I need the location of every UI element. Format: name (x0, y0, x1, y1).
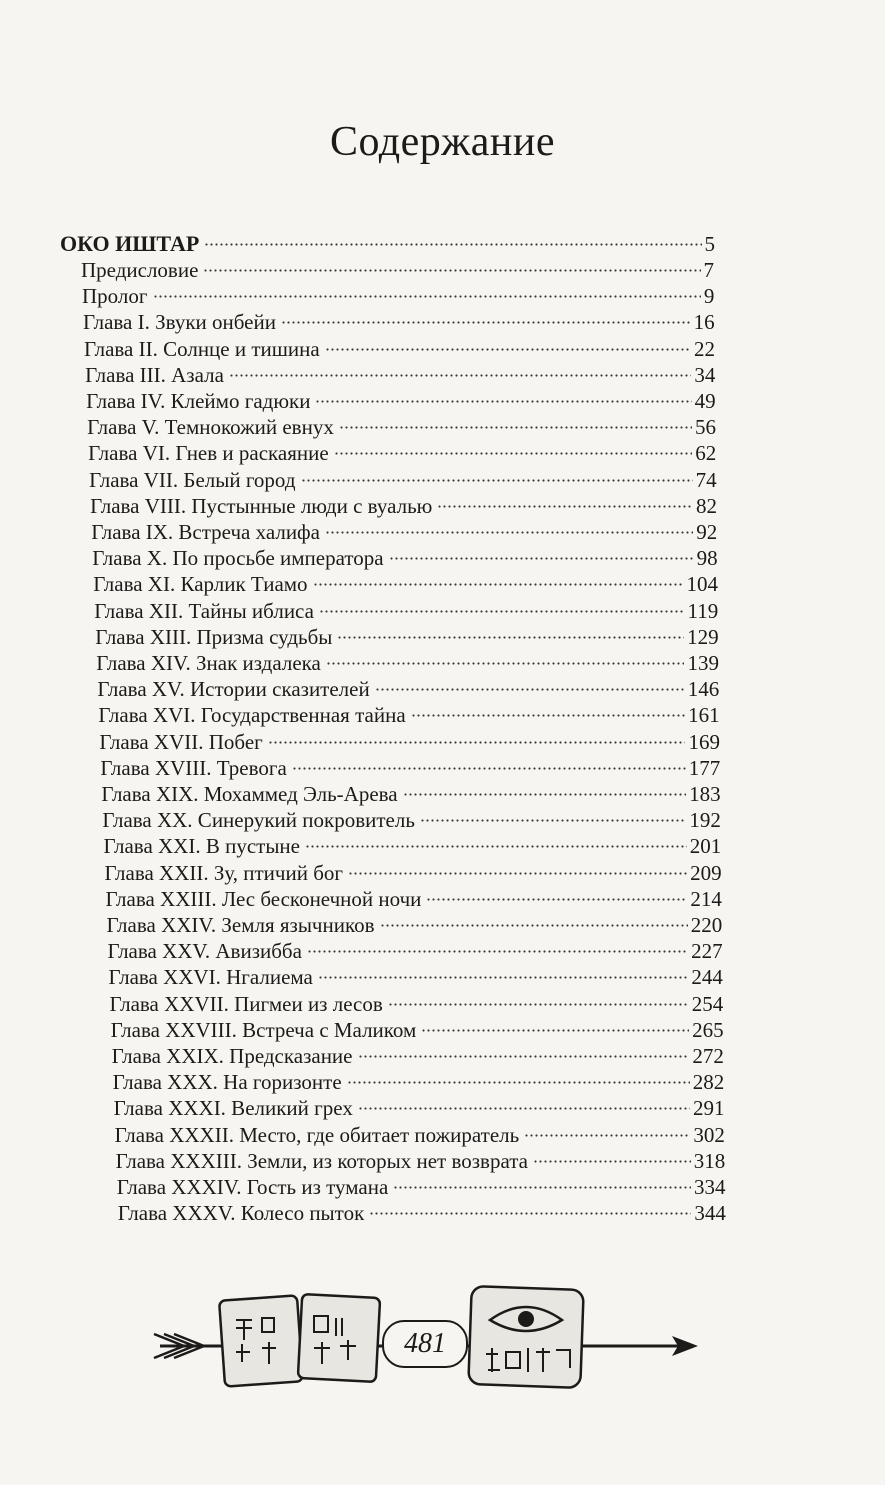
dot-leader (420, 819, 686, 822)
toc-entry-page: 192 (689, 808, 721, 833)
eye-tablet-icon (468, 1286, 583, 1388)
toc-entry[interactable] (93, 571, 718, 597)
part-entry[interactable] (60, 231, 715, 257)
toc-entry-label: Глава XXXII. Место, где обитает пожиратель (114, 1122, 520, 1147)
dot-leader (305, 845, 687, 848)
toc-entry[interactable] (107, 912, 723, 938)
toc-entry-page: 161 (688, 703, 720, 728)
toc-entry-page: 119 (687, 598, 719, 623)
toc-entry[interactable] (118, 1200, 726, 1226)
part-page: 5 (704, 232, 715, 256)
toc-entry-page: 98 (696, 546, 718, 571)
toc-entry-label: Глава III. Азала (85, 362, 224, 387)
dot-leader (411, 714, 685, 717)
toc-entry-page: 177 (688, 755, 721, 780)
dot-leader (203, 269, 700, 272)
part-title: ОКО ИШТАР (60, 231, 200, 256)
toc-entry-page: 244 (691, 965, 723, 990)
toc-entry[interactable] (104, 860, 721, 886)
dot-leader (337, 636, 684, 639)
dot-leader (315, 400, 691, 403)
toc-entry-page: 183 (689, 782, 721, 806)
toc-entry[interactable] (99, 729, 720, 755)
toc-entry[interactable] (98, 702, 719, 728)
toc-entry-label: Глава XVI. Государственная тайна (98, 703, 406, 728)
toc-entry-page: 104 (686, 572, 718, 597)
dot-leader (389, 557, 694, 560)
toc-entry-page: 209 (690, 860, 722, 885)
toc-entry[interactable] (114, 1095, 725, 1121)
toc-entry-page: 214 (690, 886, 722, 911)
toc-entry-label: Глава XX. Синерукий покровитель (102, 808, 415, 833)
toc-entry-page: 265 (692, 1017, 724, 1042)
toc-entry-label: Глава XXX. На горизонте (112, 1070, 342, 1095)
toc-entry-label: Глава V. Темнокожий евнух (87, 415, 334, 440)
toc-entry-label: Глава XXXV. Колесо пыток (117, 1201, 365, 1226)
dot-leader (319, 610, 685, 613)
dot-leader (153, 295, 701, 298)
dot-leader (524, 1134, 690, 1137)
toc-entry-label: Глава VI. Гнев и раскаяние (88, 441, 329, 466)
dot-leader (292, 767, 686, 770)
toc-entry-page: 201 (689, 834, 722, 859)
toc-entry[interactable] (111, 1017, 724, 1043)
page-number-badge (382, 1320, 468, 1368)
toc-entry-label: Глава XXII. Зу, птичий бог (104, 860, 343, 885)
dot-leader (348, 872, 687, 875)
toc-entry-label: Глава IV. Клеймо гадюки (86, 389, 311, 413)
dot-leader (334, 452, 693, 455)
dot-leader (388, 1003, 689, 1006)
toc-entry-page: 92 (696, 520, 718, 544)
dot-leader (421, 1029, 689, 1032)
toc-entry[interactable] (102, 807, 721, 833)
toc-entry-label: Глава XXIV. Земля язычников (106, 913, 375, 937)
toc-entry-label: Глава XI. Карлик Тиамо (93, 572, 308, 597)
toc-entry[interactable] (86, 388, 716, 414)
toc-entry[interactable] (103, 833, 721, 859)
dot-leader (347, 1081, 690, 1084)
toc-entry-label: Глава XIII. Призма судьбы (95, 624, 333, 649)
toc-entry-label: Глава VII. Белый город (89, 467, 296, 492)
toc-entry[interactable] (100, 755, 720, 781)
toc-entry-label: Глава XV. Истории сказителей (97, 677, 370, 702)
toc-entry[interactable] (116, 1148, 726, 1174)
toc-entry-label: Глава XXXI. Великий грех (113, 1096, 353, 1121)
toc-entry-label: Глава XIV. Знак издалека (96, 651, 321, 675)
dot-leader (325, 531, 693, 534)
toc-entry[interactable] (88, 440, 716, 466)
toc-entry-page: 334 (694, 1175, 726, 1199)
toc-entry-label: Глава II. Солнце и тишина (84, 336, 320, 361)
toc-entry-label: Глава VIII. Пустынные люди с вуалью (90, 493, 433, 518)
toc-entry-page: 169 (688, 729, 720, 754)
dot-leader (358, 1107, 690, 1110)
toc-entry-label: Глава XXI. В пустыне (103, 834, 300, 859)
toc-entry[interactable] (91, 519, 717, 545)
dot-leader (403, 793, 686, 796)
toc-entry-page: 34 (694, 362, 716, 387)
dot-leader (393, 1186, 691, 1189)
toc-entry[interactable] (115, 1122, 725, 1148)
dot-leader (426, 898, 687, 901)
dot-leader (380, 924, 688, 927)
toc-entry-page: 9 (703, 284, 715, 309)
toc-entry-label: Глава XXIX. Предсказание (111, 1044, 353, 1068)
toc-entry[interactable] (95, 624, 718, 650)
toc-entry[interactable] (81, 257, 714, 283)
toc-entry-page: 227 (691, 939, 723, 964)
toc-entry[interactable] (96, 650, 719, 676)
toc-entry-page: 291 (693, 1096, 725, 1121)
dot-leader (204, 243, 701, 246)
toc-entry[interactable] (90, 493, 717, 519)
toc-entry-page: 62 (695, 441, 717, 466)
toc-entry[interactable] (110, 991, 724, 1017)
toc-entry-label: Глава XXVIII. Встреча с Маликом (110, 1017, 417, 1042)
toc-entry-label: Глава IX. Встреча халифа (91, 520, 320, 544)
toc-entry-label: Глава X. По просьбе императора (92, 546, 384, 571)
toc-entry-label: Глава XXXIV. Гость из тумана (116, 1175, 389, 1199)
toc-entry[interactable] (94, 598, 718, 624)
dot-leader (358, 1055, 690, 1058)
toc-entry-label: Глава XXVII. Пигмеи из лесов (109, 991, 383, 1016)
toc-entry[interactable] (83, 309, 715, 335)
toc-entry[interactable] (82, 283, 714, 309)
toc-entry-page: 220 (690, 913, 723, 937)
toc-entry-label: Глава XVII. Побег (99, 729, 263, 754)
toc-entry[interactable] (97, 676, 719, 702)
dot-leader (281, 321, 691, 324)
toc-entry[interactable] (87, 414, 716, 440)
toc-entry-label: Предисловие (81, 258, 199, 282)
dot-leader (339, 426, 692, 429)
toc-entry-page: 318 (693, 1148, 726, 1173)
toc-entry-page: 272 (692, 1044, 724, 1068)
page-number: 481 (404, 1328, 446, 1359)
toc-entry-page: 74 (695, 467, 717, 492)
dot-leader (437, 505, 693, 508)
dot-leader (375, 688, 685, 691)
toc-entry-label: Глава XII. Тайны иблиса (94, 598, 314, 623)
toc-entry-label: Глава XXVI. Нгалиема (108, 965, 313, 990)
toc-entry-label: Глава XIX. Мохаммед Эль-Арева (101, 782, 398, 806)
toc-entry-page: 49 (694, 389, 716, 413)
toc-entry[interactable] (84, 336, 715, 362)
dot-leader (268, 741, 686, 744)
toc-entry-page: 56 (694, 415, 716, 440)
toc-entry[interactable] (85, 362, 715, 388)
toc-entry[interactable] (113, 1069, 725, 1095)
toc-entry-page: 282 (692, 1070, 725, 1095)
dot-leader (325, 348, 691, 351)
dot-leader (229, 374, 691, 377)
toc-entry[interactable] (112, 1043, 724, 1069)
toc-entry[interactable] (105, 886, 721, 912)
dot-leader (318, 976, 689, 979)
page-title: Содержание (329, 119, 556, 165)
page-footer-ornament (150, 1282, 700, 1392)
toc-entry-page: 16 (693, 310, 715, 335)
toc-entry-page: 7 (703, 258, 714, 282)
toc-entry-label: Глава XVIII. Тревога (100, 755, 287, 780)
tablet-glyphs-icon (219, 1294, 380, 1387)
toc-entry-label: Глава XXV. Авизибба (107, 939, 302, 964)
toc-entry-page: 146 (687, 677, 720, 702)
toc-entry[interactable] (101, 781, 720, 807)
toc-entry-page: 344 (694, 1201, 726, 1226)
dot-leader (369, 1212, 691, 1215)
toc-entry[interactable] (89, 467, 716, 493)
toc-entry-page: 139 (687, 651, 719, 675)
toc-entry-page: 129 (687, 624, 719, 649)
toc-entry-page: 22 (693, 336, 715, 361)
toc-entry-label: Пролог (82, 284, 148, 309)
dot-leader (326, 662, 685, 665)
toc-entry[interactable] (92, 545, 717, 571)
toc-entry-label: Глава XXIII. Лес бесконечной ночи (105, 886, 422, 911)
toc-entry-page: 82 (695, 493, 717, 518)
toc-entry-page: 254 (691, 991, 724, 1016)
dot-leader (313, 583, 684, 586)
dot-leader (307, 950, 688, 953)
toc-entry-label: Глава XXXIII. Земли, из которых нет возврата (115, 1148, 528, 1173)
toc-entry[interactable] (109, 964, 723, 990)
dot-leader (533, 1160, 691, 1163)
toc-entry-page: 302 (693, 1122, 725, 1147)
dot-leader (301, 479, 693, 482)
toc-entry-label: Глава I. Звуки онбейи (83, 310, 276, 335)
toc-entry[interactable] (108, 938, 723, 964)
toc-entry[interactable] (117, 1174, 726, 1200)
